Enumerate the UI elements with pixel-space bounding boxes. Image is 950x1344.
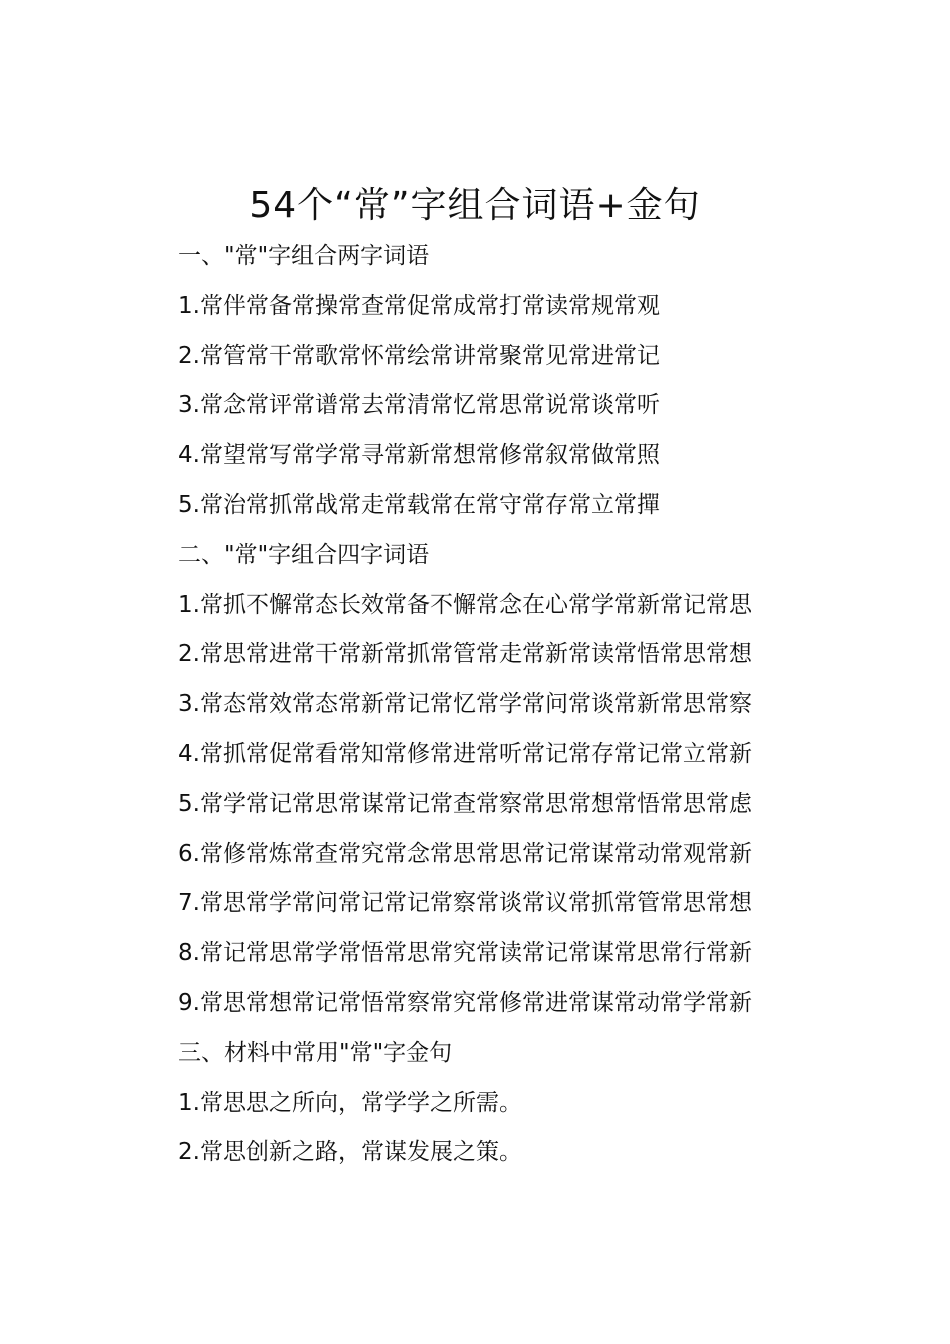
list-item: 3.常念常评常谱常去常清常忆常思常说常谈常听 bbox=[178, 392, 660, 419]
list-item: 1.常思思之所向，常学学之所需。 bbox=[178, 1089, 522, 1116]
list-item: 9.常思常想常记常悟常察常究常修常进常谋常动常学常新 bbox=[178, 989, 752, 1016]
list-item: 2.常思常进常干常新常抓常管常走常新常读常悟常思常想 bbox=[178, 641, 752, 668]
list-item: 1.常抓不懈常态长效常备不懈常念在心常学常新常记常思 bbox=[178, 591, 752, 618]
list-item: 3.常态常效常态常新常记常忆常学常问常谈常新常思常察 bbox=[178, 691, 752, 718]
list-item: 1.常伴常备常操常查常促常成常打常读常规常观 bbox=[178, 292, 660, 319]
list-item: 7.常思常学常问常记常记常察常谈常议常抓常管常思常想 bbox=[178, 890, 752, 917]
section-heading: 三、材料中常用"常"字金句 bbox=[178, 1039, 453, 1066]
section-heading: 二、"常"字组合四字词语 bbox=[178, 541, 430, 568]
list-item: 4.常抓常促常看常知常修常进常听常记常存常记常立常新 bbox=[178, 740, 752, 767]
list-item: 5.常学常记常思常谋常记常查常察常思常想常悟常思常虑 bbox=[178, 790, 752, 817]
list-item: 8.常记常思常学常悟常思常究常读常记常谋常思常行常新 bbox=[178, 940, 752, 967]
list-item: 4.常望常写常学常寻常新常想常修常叙常做常照 bbox=[178, 442, 660, 469]
document-body bbox=[178, 232, 838, 1178]
list-item: 2.常思创新之路，常谋发展之策。 bbox=[178, 1139, 522, 1166]
list-item: 6.常修常炼常查常究常念常思常思常记常谋常动常观常新 bbox=[178, 840, 752, 867]
list-item: 2.常管常干常歌常怀常绘常讲常聚常见常进常记 bbox=[178, 342, 660, 369]
document-title: 54个“常”字组合词语+金句 bbox=[249, 185, 701, 226]
section-heading: 一、"常"字组合两字词语 bbox=[178, 243, 430, 269]
list-item: 5.常治常抓常战常走常载常在常守常存常立常撣 bbox=[178, 491, 660, 518]
